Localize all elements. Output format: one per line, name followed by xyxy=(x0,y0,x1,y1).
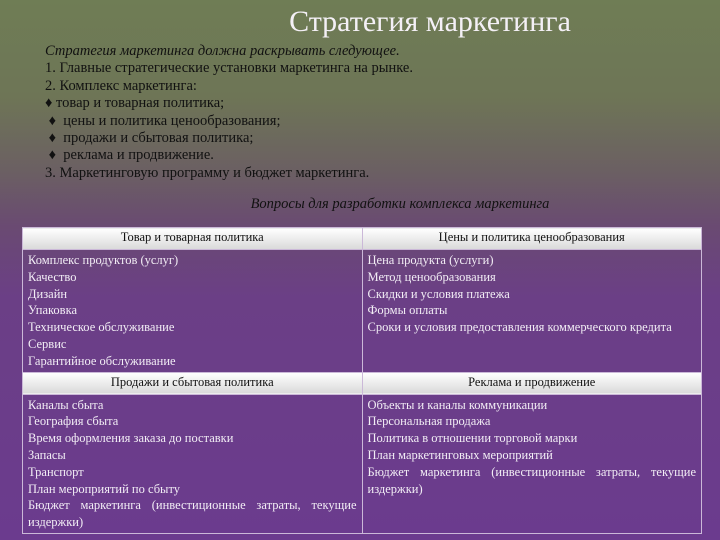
page-title: Стратегия маркетинга xyxy=(289,5,571,38)
diamond-bullet-icon: ♦ xyxy=(45,95,53,112)
header-product: Товар и товарная политика xyxy=(23,228,363,250)
cell-price: Цена продукта (услуги) Метод ценообразования Скидки и условия платежа Формы оплаты Сроки и условия предоставления коммерческого кредита xyxy=(362,250,702,373)
header-promotion: Реклама и продвижение xyxy=(362,372,702,394)
intro-text xyxy=(45,43,705,182)
cell-product: Комплекс продуктов (услуг) Качество Дизайн Упаковка Техническое обслуживание Сервис Гарантийное обслуживание xyxy=(23,250,363,373)
intro-lead: Стратегия маркетинга должна раскрывать следующее. xyxy=(45,43,400,59)
header-price: Цены и политика ценообразования xyxy=(362,228,702,250)
bullet-item: ♦ товар и товарная политика; xyxy=(45,95,225,112)
cell-sales: Каналы сбыта География сбыта Время оформления заказа до поставки Запасы Транспорт План мероприятий по сбыту Бюджет маркетинга (инвестиционные затраты, текущие издержки) xyxy=(23,394,363,533)
bullet-item: ♦ реклама и продвижение. xyxy=(48,147,214,164)
diamond-bullet-icon: ♦ xyxy=(48,130,57,147)
intro-item-3: 3. Маркетинговую программу и бюджет маркетинга. xyxy=(45,164,370,181)
diamond-bullet-icon: ♦ xyxy=(48,147,57,164)
diamond-bullet-icon: ♦ xyxy=(48,112,57,129)
table-caption: Вопросы для разработки комплекса маркетинга xyxy=(250,196,550,212)
bullet-item: ♦ продажи и сбытовая политика; xyxy=(48,130,254,147)
intro-item-1: 1. Главные стратегические установки маркетинга на рынке. xyxy=(45,60,413,77)
header-sales: Продажи и сбытовая политика xyxy=(23,372,363,394)
bullet-item: ♦ цены и политика ценообразования; xyxy=(48,112,281,129)
marketing-mix-table xyxy=(22,227,702,534)
cell-promotion: Объекты и каналы коммуникации Персональная продажа Политика в отношении торговой марки План маркетинговых мероприятий Бюджет маркетинга (инвестиционные затраты, текущие издержки) xyxy=(362,394,702,533)
intro-item-2: 2. Комплекс маркетинга: xyxy=(45,77,197,94)
